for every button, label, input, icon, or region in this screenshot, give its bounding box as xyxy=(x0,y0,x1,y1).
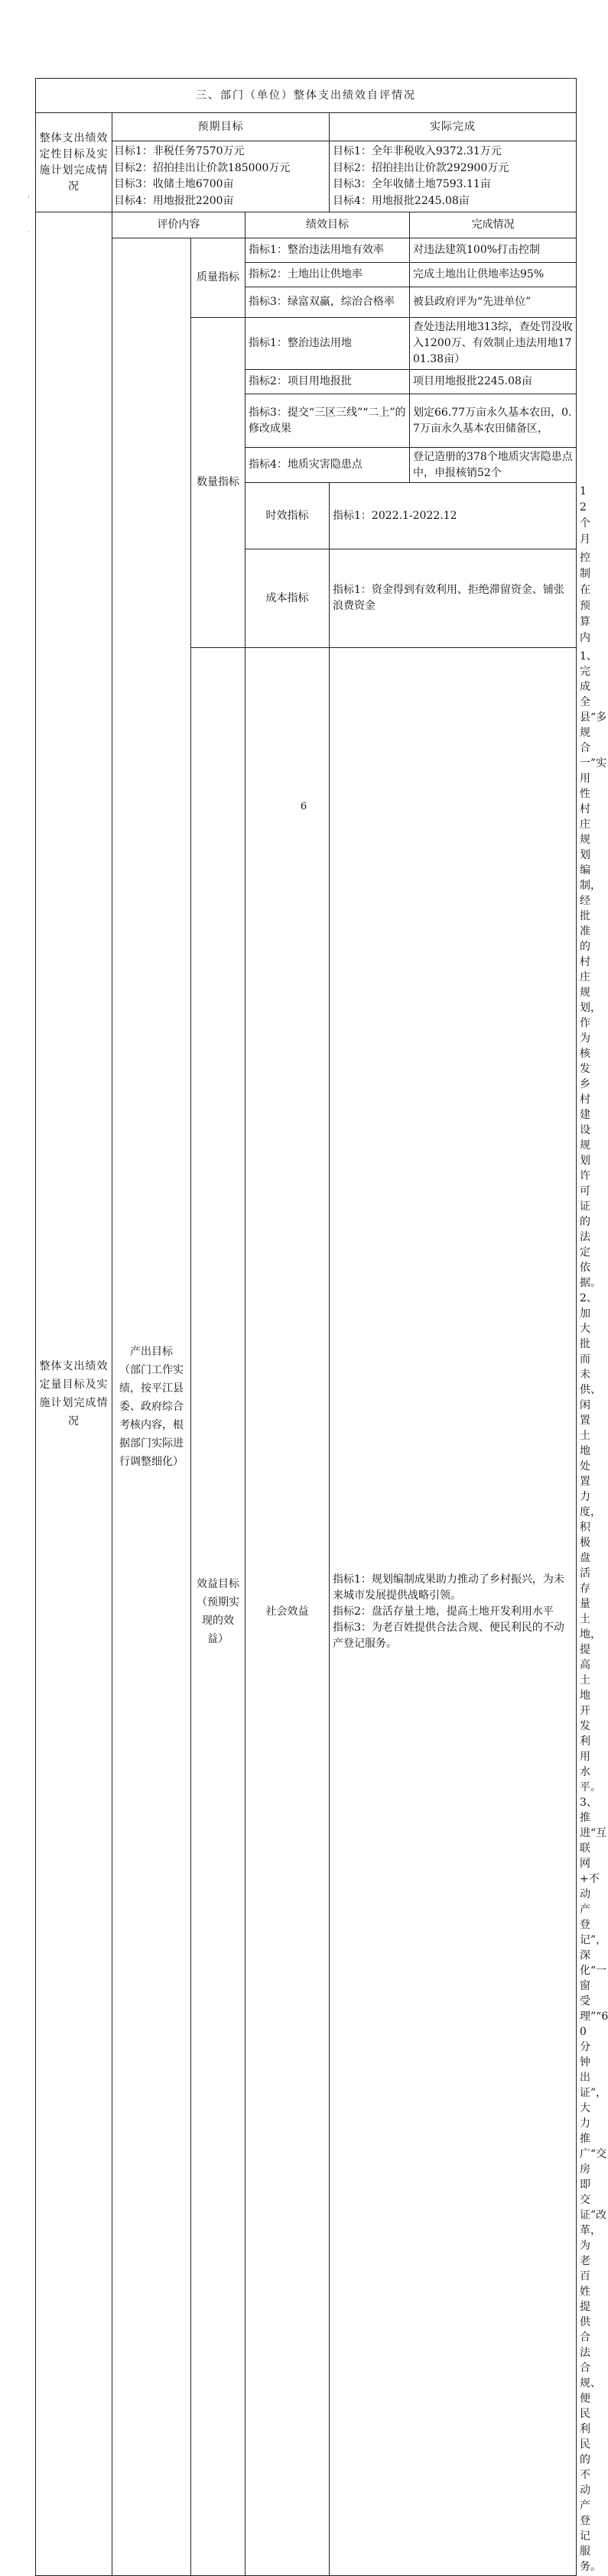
content-header: 评价内容 xyxy=(112,212,245,238)
quantity-indicator-label: 数量指标 xyxy=(191,318,245,648)
benefit-target-label: 效益目标 xyxy=(197,1578,239,1590)
expected-target: 目标2：招拍挂出让价款185000万元 xyxy=(114,161,291,174)
page-number: 6 xyxy=(300,801,307,812)
expected-target: 目标3：收储土地6700亩 xyxy=(114,178,234,190)
quantity-result-3: 划定66.77万亩永久基本农田，0.7万亩永久基本农田储备区， xyxy=(410,394,577,448)
actual-result: 目标4：用地报批2245.08亩 xyxy=(333,194,470,207)
quality-result-2: 完成土地出让供地率达95% xyxy=(410,263,577,287)
scan-mark: . xyxy=(28,226,31,235)
benefit-target-note: （预期实现的效益） xyxy=(197,1596,239,1645)
output-target-label: 产出目标 xyxy=(130,1346,173,1358)
qualitative-row-label: 整体支出绩效定性目标及实施计划完成情况 xyxy=(36,113,112,212)
actual-result: 目标3：全年收储土地7593.11亩 xyxy=(333,178,491,190)
benefit-indicator: 指标2：盘活存量土地，提高土地开发利用水平 xyxy=(333,1605,554,1618)
quality-result-3: 被县政府评为“先进单位” xyxy=(410,287,577,318)
quantity-indicator-3: 指标3：提交“三区三线”“二上”的修改成果 xyxy=(245,394,410,448)
quantity-result-4: 登记造册的378个地质灾害隐患点中，申报核销52个 xyxy=(410,448,577,483)
expected-targets xyxy=(112,141,330,212)
performance-table: 三、部门（单位）整体支出绩效自评情况 整体支出绩效定性目标及实施计划完成情况 预期目标 实际完成 目标1：非税任务7570万元 目标2：招拍挂出让价款185000万元 目标3：收储土地6700亩 目标4：用地报批2200亩 目标1：全年非税收入9372.31万元 目标2：招拍挂出让价款292900万元 目标3：全年收储土地7593.11亩 目标4：用地报批2245.08亩 整体支出绩效定量目标及实施计划完成情况 评价内容 绩效目标 完成情况 产出目标 （部门工作实绩，按平江县委、政府综合考核内容，根据部门实际进行调整细化） 质量指标 指标1：整治违法用地有效率 对违法建筑100%打击控制 指标2：土地出让供地率 完成土地出让供地率达95% 指标3：绿富双赢，综治合格率 被县政府评为“先进单位” 数量指标 指标1：整治违法用地 查处违法用地313综，查处罚没收入1200万、有效制止违法用地1701.38亩） 指标2：项目用地报批 项目用地报批2245.08亩 指标3：提交“三区三线”“二上”的修改成果 划定66.77万亩永久基本农田，0.7万亩永久基本农田储备区， 指标4：地质灾害隐患点 登记造册的378个地质灾害隐患点中，申报核销52个 时效指标 指标1：2022.1-2022.12 12个月 成本指标 指标1：资金得到有效利用、拒绝滞留资金、铺张浪费资金 控制在预算内 效益目标 （预期实现的效益） 社会效益 指标1：规划编制成果助力推动了乡村振兴，为未来城市发展提供战略引领。 指标2：盘活存量土地，提高土地开发利用水平 指标3：为老百姓提供合法合规、便民利民的不动产登记服务。 1、完成全县“多规合一”实用性村庄规划编制，经批准的村庄规划，作为核发乡村建设规划许可证的法定依据。 2、加大批而未供、闲置土地处置力度，积极盘活存量土地，提高土地开发利用水平。 3、推进“互联网+不动产登记”，深化“一窗受理”“60分钟出证”，大力推广“交房即交证”改革，为老百姓提供合法合规、便民利民的不动产登记服务。 xyxy=(35,78,577,2576)
actual-results xyxy=(330,141,577,212)
output-target-cell xyxy=(112,238,191,2576)
actual-header: 实际完成 xyxy=(330,113,577,141)
expected-header: 预期目标 xyxy=(112,113,330,141)
output-target-note: （部门工作实绩，按平江县委、政府综合考核内容，根据部门实际进行调整细化） xyxy=(119,1364,184,1468)
expected-target: 目标1：非税任务7570万元 xyxy=(114,145,245,157)
quantity-indicator-4: 指标4：地质灾害隐患点 xyxy=(245,448,410,483)
actual-result: 目标1：全年非税收入9372.31万元 xyxy=(333,145,502,157)
quantity-indicator-1: 指标1：整治违法用地 xyxy=(245,318,410,370)
quality-indicator-label: 质量指标 xyxy=(191,238,245,318)
quantity-indicator-2: 指标2：项目用地报批 xyxy=(245,370,410,394)
quality-indicator-2: 指标2：土地出让供地率 xyxy=(245,263,410,287)
benefit-indicators xyxy=(330,648,577,2576)
indicator-header: 绩效目标 xyxy=(245,212,410,238)
timeliness-indicator: 指标1：2022.1-2022.12 xyxy=(330,483,577,549)
expected-target: 目标4：用地报批2200亩 xyxy=(114,194,234,207)
quality-indicator-1: 指标1：整治违法用地有效率 xyxy=(245,238,410,263)
social-benefit-label: 社会效益 xyxy=(245,648,330,2576)
quality-indicator-3: 指标3：绿富双赢，综治合格率 xyxy=(245,287,410,318)
timeliness-indicator-label: 时效指标 xyxy=(245,483,330,549)
quantity-result-2: 项目用地报批2245.08亩 xyxy=(410,370,577,394)
actual-result: 目标2：招拍挂出让价款292900万元 xyxy=(333,161,509,174)
cost-indicator: 指标1：资金得到有效利用、拒绝滞留资金、铺张浪费资金 xyxy=(330,549,577,648)
quantity-result-1: 查处违法用地313综，查处罚没收入1200万、有效制止违法用地1701.38亩） xyxy=(410,318,577,370)
result-header: 完成情况 xyxy=(410,212,577,238)
benefit-indicator: 指标3：为老百姓提供合法合规、便民利民的不动产登记服务。 xyxy=(333,1621,564,1650)
benefit-indicator: 指标1：规划编制成果助力推动了乡村振兴，为未来城市发展提供战略引领。 xyxy=(333,1573,564,1602)
benefit-target-cell xyxy=(191,648,245,2576)
quantitative-row-label: 整体支出绩效定量目标及实施计划完成情况 xyxy=(36,212,112,2576)
table-title: 三、部门（单位）整体支出绩效自评情况 xyxy=(36,79,577,113)
cost-indicator-label: 成本指标 xyxy=(245,549,330,648)
scan-mark: ' xyxy=(28,195,30,203)
quality-result-1: 对违法建筑100%打击控制 xyxy=(410,238,577,263)
